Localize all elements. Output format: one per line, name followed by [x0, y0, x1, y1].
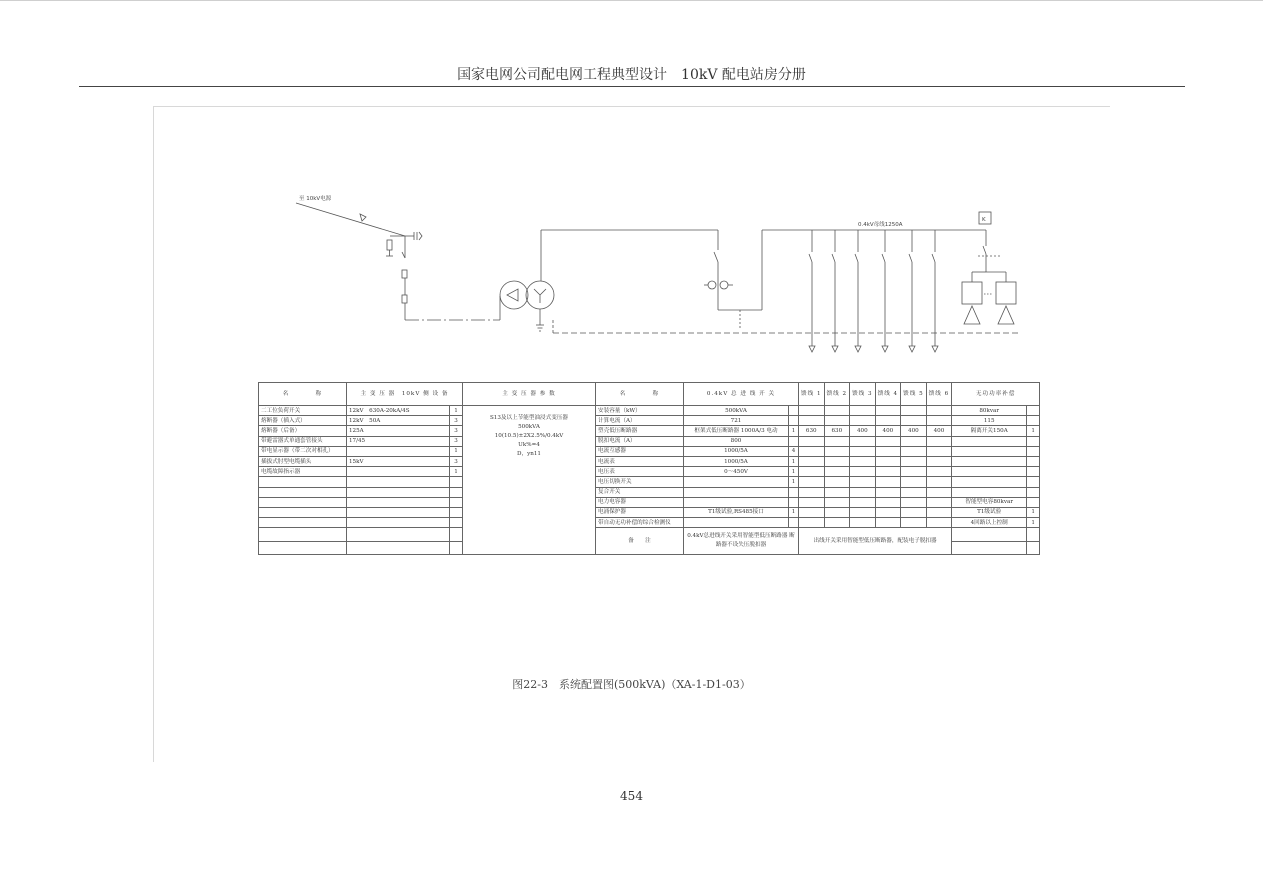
feeder-value [926, 406, 952, 416]
page-header-title: 国家电网公司配电网工程典型设计 10kV 配电站房分册 [457, 67, 806, 83]
table-row [259, 518, 1040, 528]
feeder-value [799, 406, 825, 416]
feeder-value [901, 487, 927, 497]
feeder-value [824, 497, 850, 507]
feeder-value [824, 416, 850, 426]
feeder-value [926, 436, 952, 446]
col-header-feeder-3: 馈线 3 [850, 383, 876, 406]
feeder-value [799, 497, 825, 507]
feeder-value [901, 456, 927, 466]
hv-item-spec [347, 487, 450, 497]
feeder-value [926, 518, 952, 528]
col-header-transformer: 主 变 压 器 参 数 [463, 383, 596, 406]
compensation-value: 115 [952, 416, 1027, 426]
main-switch-qty: 1 [789, 426, 799, 436]
main-switch-value: 721 [684, 416, 789, 426]
feeder-value: 400 [926, 426, 952, 436]
main-switch-qty [789, 406, 799, 416]
k-box-label: K [982, 217, 986, 223]
feeder-value [850, 436, 876, 446]
feeder-value [799, 477, 825, 487]
feeder-value [799, 436, 825, 446]
feeder-value [850, 446, 876, 456]
transformer-params-cell [463, 406, 596, 555]
hv-item-qty [450, 518, 463, 528]
compensation-value [952, 477, 1027, 487]
compensation-value [952, 467, 1027, 477]
main-switch-qty [789, 518, 799, 528]
hv-item-name: 带电显示器（带二次对相孔） [259, 446, 347, 456]
lv-item-name: 电压表 [596, 467, 684, 477]
col-header-feeder-6: 馈线 6 [926, 383, 952, 406]
hv-item-spec: 17/45 [347, 436, 450, 446]
source-label: 至 10kV电源 [299, 196, 332, 202]
hv-item-qty: 1 [450, 467, 463, 477]
compensation-value: 隔离开关150A [952, 426, 1027, 436]
hv-item-spec [347, 518, 450, 528]
feeder-value [901, 497, 927, 507]
table-row [259, 416, 1040, 426]
feeder-value [850, 406, 876, 416]
table-row [259, 426, 1040, 436]
hv-item-qty [450, 528, 463, 542]
hv-item-spec: 12kV 50A [347, 416, 450, 426]
main-switch-value: 框架式低压断路器 1000A/3 电动 [684, 426, 789, 436]
compensation-value [952, 446, 1027, 456]
main-switch-value: 1000/5A [684, 446, 789, 456]
hv-item-name [259, 528, 347, 542]
compensation-qty [1027, 446, 1040, 456]
hv-item-spec [347, 446, 450, 456]
feeder-value: 630 [824, 426, 850, 436]
main-switch-value [684, 477, 789, 487]
feeder-value [901, 518, 927, 528]
compensation-qty: 1 [1027, 426, 1040, 436]
feeder-value [850, 477, 876, 487]
feeder-value: 400 [901, 426, 927, 436]
compensation-qty [1027, 406, 1040, 416]
feeder-value [850, 467, 876, 477]
hv-item-name: 电缆故障指示器 [259, 467, 347, 477]
feeder-branches [809, 230, 938, 352]
hv-item-qty: 3 [450, 436, 463, 446]
lv-item-name: 脱扣电流（A） [596, 436, 684, 446]
feeder-value [926, 416, 952, 426]
feeder-value [824, 456, 850, 466]
hv-item-spec [347, 477, 450, 487]
hv-item-spec: 125A [347, 426, 450, 436]
feeder-value [824, 477, 850, 487]
feeder-value [901, 467, 927, 477]
table-row [259, 456, 1040, 466]
compensation-value [952, 456, 1027, 466]
feeder-value [875, 518, 901, 528]
feeder-value [926, 467, 952, 477]
feeder-value [875, 497, 901, 507]
hv-item-spec [347, 528, 450, 542]
compensation-qty: 1 [1027, 518, 1040, 528]
feeder-value: 630 [799, 426, 825, 436]
hv-item-spec [347, 507, 450, 517]
feeder-value [799, 446, 825, 456]
feeder-value [926, 507, 952, 517]
lv-item-name: 电涌保护器 [596, 507, 684, 517]
hv-item-qty: 3 [450, 426, 463, 436]
feeder-value [875, 467, 901, 477]
feeder-value [824, 446, 850, 456]
feeder-value [824, 487, 850, 497]
transformer-param-line: S13及以上节能型油浸式变压器 [489, 415, 569, 421]
feeder-value [824, 406, 850, 416]
compensation-value: T1级试验 [952, 507, 1027, 517]
feeder-value [875, 507, 901, 517]
feeder-value [799, 467, 825, 477]
lv-item-name: 电流互感器 [596, 446, 684, 456]
main-switch-value [684, 518, 789, 528]
feeder-value: 400 [875, 426, 901, 436]
main-switch-qty: 1 [789, 477, 799, 487]
hv-item-name: 二工位负荷开关 [259, 406, 347, 416]
col-header-feeder-2: 馈线 2 [824, 383, 850, 406]
lv-item-name: 电压切换开关 [596, 477, 684, 487]
main-switch-value [684, 497, 789, 507]
compensation-value: 80kvar [952, 406, 1027, 416]
compensation-value: 4回路以上控制 [952, 518, 1027, 528]
hv-item-name [259, 497, 347, 507]
feeder-value [850, 487, 876, 497]
transformer-param-line: 10(10.5)±2X2.5%/0.4kV [494, 433, 564, 439]
hv-item-name: 熔断器（后备） [259, 426, 347, 436]
lv-item-name: 安装容量（kW） [596, 406, 684, 416]
feeder-value [824, 507, 850, 517]
feeder-value [799, 507, 825, 517]
hv-item-name [259, 477, 347, 487]
main-switch-qty [789, 497, 799, 507]
compensation-qty [1027, 477, 1040, 487]
hv-item-qty [450, 477, 463, 487]
feeder-value [799, 456, 825, 466]
feeder-value [850, 497, 876, 507]
hv-item-spec [347, 541, 450, 555]
feeder-value [875, 446, 901, 456]
main-switch-value: 1000/5A [684, 456, 789, 466]
col-header-name-2: 名 称 [596, 383, 684, 406]
hv-item-qty: 1 [450, 406, 463, 416]
main-switch-value [684, 487, 789, 497]
col-header-feeder-1: 馈线 1 [799, 383, 825, 406]
lv-item-name: 电流表 [596, 456, 684, 466]
compensation-value [952, 487, 1027, 497]
hv-item-name [259, 487, 347, 497]
table-row [259, 487, 1040, 497]
compensation-value [952, 541, 1027, 555]
remarks-feeders: 出线开关采用智能型低压断路器，配装电子脱扣器 [799, 528, 952, 555]
hv-item-qty [450, 487, 463, 497]
table-row [259, 497, 1040, 507]
main-switch-qty [789, 416, 799, 426]
hv-item-qty [450, 507, 463, 517]
main-switch-value: 500kVA [684, 406, 789, 416]
feeder-value [901, 436, 927, 446]
hv-item-spec: 12kV 630A-20kA/4S [347, 406, 450, 416]
main-switch-qty [789, 436, 799, 446]
compensation-value: 智能型电容80kvar [952, 497, 1027, 507]
page-number: 454 [620, 789, 643, 803]
main-switch-qty: 1 [789, 467, 799, 477]
compensation-value [952, 528, 1027, 542]
feeder-value [850, 416, 876, 426]
compensation-qty [1027, 497, 1040, 507]
hv-item-name [259, 518, 347, 528]
transformer-param-line: D，yn11 [517, 451, 541, 457]
hv-item-qty: 3 [450, 416, 463, 426]
feeder-value [901, 507, 927, 517]
lv-item-name: 塑壳低压断路器 [596, 426, 684, 436]
table-row [259, 477, 1040, 487]
feeder-value [901, 406, 927, 416]
feeder-value [875, 436, 901, 446]
transformer-param-line: 500kVA [518, 424, 540, 430]
feeder-value [901, 416, 927, 426]
col-header-feeder-5: 馈线 5 [901, 383, 927, 406]
table-row [259, 406, 1040, 416]
feeder-value [850, 507, 876, 517]
feeder-value [926, 477, 952, 487]
table-row [259, 507, 1040, 517]
table-row [259, 528, 1040, 542]
transformer-param-line: Uk%=4 [518, 442, 540, 448]
table-row [259, 436, 1040, 446]
feeder-value [799, 416, 825, 426]
feeder-value [799, 518, 825, 528]
hv-item-qty [450, 541, 463, 555]
main-switch-qty: 4 [789, 446, 799, 456]
hv-item-spec: 15kV [347, 456, 450, 466]
feeder-value [926, 456, 952, 466]
hv-item-spec [347, 497, 450, 507]
hv-item-qty: 3 [450, 456, 463, 466]
compensation-qty [1027, 456, 1040, 466]
main-switch-value: T1级试验,RS485接口 [684, 507, 789, 517]
table-row [259, 467, 1040, 477]
arrow-icon [360, 214, 366, 221]
feeder-value [901, 446, 927, 456]
compensation-qty [1027, 416, 1040, 426]
feeder-value [926, 446, 952, 456]
lv-item-name: 复合开关 [596, 487, 684, 497]
feeder-value [901, 477, 927, 487]
feeder-value [824, 436, 850, 446]
hv-item-name: 带避雷器式单通套管接头 [259, 436, 347, 446]
compensation-qty [1027, 436, 1040, 446]
lv-item-name: 计算电流（A） [596, 416, 684, 426]
feeder-value [875, 456, 901, 466]
bus-label: 0.4kV母线1250A [858, 222, 903, 228]
feeder-value [875, 487, 901, 497]
main-switch-qty [789, 487, 799, 497]
hv-item-name: 插拔式肘型电缆插头 [259, 456, 347, 466]
compensation-qty [1027, 487, 1040, 497]
col-header-hv-equipment: 主 变 压 器 10kV 侧 设 备 [347, 383, 463, 406]
feeder-value [799, 487, 825, 497]
compensation-qty [1027, 528, 1040, 542]
col-header-feeder-4: 馈线 4 [875, 383, 901, 406]
feeder-value [875, 416, 901, 426]
configuration-table [258, 382, 1040, 555]
feeder-value [824, 518, 850, 528]
compensation-value [952, 436, 1027, 446]
remarks-main-switch: 0.4kV总进线开关采用智能型低压断路器 断路器不设失压脱扣器 [684, 528, 799, 555]
hv-item-qty: 1 [450, 446, 463, 456]
col-header-name: 名 称 [259, 383, 347, 406]
lv-item-name: 带自动无功补偿的综合检测仪 [596, 518, 684, 528]
feeder-value [926, 487, 952, 497]
compensation-qty: 1 [1027, 507, 1040, 517]
main-switch-value: 0～450V [684, 467, 789, 477]
hv-item-name [259, 541, 347, 555]
feeder-value [824, 467, 850, 477]
feeder-value [926, 497, 952, 507]
feeder-value [875, 477, 901, 487]
main-switch-qty: 1 [789, 507, 799, 517]
figure-caption: 图22-3 系统配置图(500kVA)（XA-1-D1-03） [512, 678, 751, 691]
main-switch-value: 800 [684, 436, 789, 446]
feeder-value [850, 456, 876, 466]
lv-item-name: 电力电容器 [596, 497, 684, 507]
feeder-value: 400 [850, 426, 876, 436]
hv-item-name: 熔断器（插入式） [259, 416, 347, 426]
remarks-label: 备 注 [596, 528, 684, 555]
col-header-compensation: 无功功率补偿 [952, 383, 1040, 406]
col-header-main-switch: 0.4kV 总 进 线 开 关 [684, 383, 799, 406]
hv-item-qty [450, 497, 463, 507]
compensation-qty [1027, 467, 1040, 477]
table-row [259, 446, 1040, 456]
hv-item-name [259, 507, 347, 517]
compensation-qty [1027, 541, 1040, 555]
main-switch-qty: 1 [789, 456, 799, 466]
feeder-value [875, 406, 901, 416]
feeder-value [850, 518, 876, 528]
hv-item-spec [347, 467, 450, 477]
